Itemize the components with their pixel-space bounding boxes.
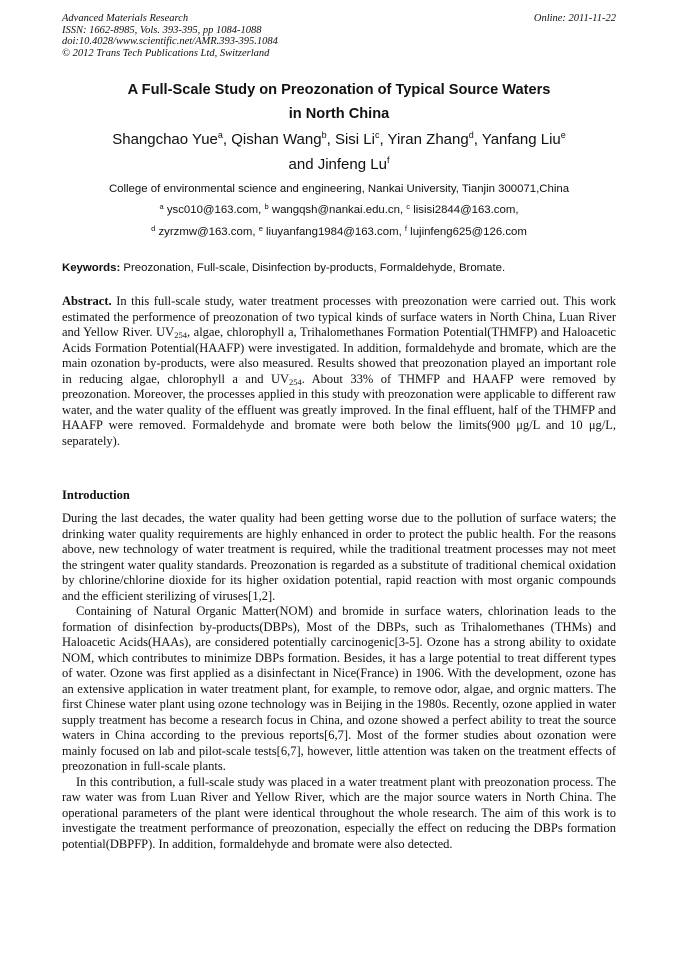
paper-title-line-1: A Full-Scale Study on Preozonation of Typical Source Waters xyxy=(127,82,551,98)
author-mark: e xyxy=(560,130,566,140)
keywords-text: Preozonation, Full-scale, Disinfection by-products, Formaldehyde, Bromate. xyxy=(123,262,506,274)
author-name: Shangchao Yue xyxy=(112,131,218,148)
keywords-label: Keywords: xyxy=(62,262,121,274)
author-name: Qishan Wang xyxy=(231,131,322,148)
copyright-line: © 2012 Trans Tech Publications Ltd, Switzerland xyxy=(62,47,270,59)
author-mark: c xyxy=(374,130,380,140)
author-mark: f xyxy=(386,155,390,165)
author-name: Sisi Li xyxy=(334,131,375,148)
author-emails-line-2: $^d$ zyrzmw@163.com, $^e$ liuyanfang1984@163.com, $^f$ lujinfeng625@126.com xyxy=(151,224,527,238)
email: liuyanfang1984@163.com xyxy=(266,226,399,238)
email: lisisi2844@163.com xyxy=(413,204,516,216)
affiliation: College of environmental science and engineering, Nankai University, Tianjin 300071,China xyxy=(108,183,570,195)
paragraph: In this contribution, a full-scale study was placed in a water treatment plant with preozonation process. The raw water was from Luan River and Yellow River, which are the major source waters in North China. The operational parameters of the plant were identical throughout the whole research. The aim of this work is to investigate the treatment performance of preozonation, especially the effect on reducing the DBPs formation potential(DBPFP). In addition, formaldehyde and bromate were also detected. xyxy=(62,774,616,851)
email: ysc010@163.com xyxy=(166,204,259,216)
journal-header xyxy=(62,13,616,59)
journal-name: Advanced Materials Research xyxy=(62,13,189,24)
author-name: Yiran Zhang xyxy=(387,131,469,148)
paper-title-line-2: in North China xyxy=(288,106,390,122)
author-name: Jinfeng Lu xyxy=(317,156,387,173)
section-heading-introduction: Introduction xyxy=(62,488,130,502)
author-name: Yanfang Liu xyxy=(481,131,561,148)
author-mark: b xyxy=(321,130,327,140)
abstract-label: Abstract. xyxy=(62,294,112,308)
abstract: Abstract. In this full-scale study, water treatment processes with preozonation were carried out. This work estimated the performence of preozonation of two typical kinds of surface waters in North China, Luan River and Yellow River. $UV_{254}$, algae, chlorophyll a, Trihalomethanes Formation Potential(THMFP) and Haloacetic Acids Formation Potential(HAAFP) were investigated. In addition, formaldehyde and bromate, which are the main ozonation by-products, were also measured. Results showed that preozonation played an important role in reducing algae, chlorophyll a and $UV_{254}$. About 33% of THMFP and HAAFP were removed by preozonation. Moreover, the processes applied in this study with preozonation were applicable to different raw water, and the water quality of the effluent was greatly improved. In the final effluent, half of the THMFP and HAAFP were removed. Formaldehyde and bromate were both below the limits(900 μg/L and 10 μg/L, separately). xyxy=(62,294,616,448)
doi-line: doi:10.4028/www.scientific.net/AMR.393-395.1084 xyxy=(62,36,278,47)
author-mark: a xyxy=(217,130,223,140)
paragraph: During the last decades, the water quality had been getting worse due to the pollution of surface waters; the drinking water quality requirements are highly enhanced in order to protect the public health. For the reasons above, new technology of water treatment is required, while the traditional treatment processes may not meet the stringent water quality standards. Preozonation is regarded as a substitute of traditional chemical oxidation by chlorine/chlorine dioxide for its higher oxidation potential, rapid reaction with most organic compounds and the efficient sterilizing of viruses[1,2]. xyxy=(62,511,616,603)
email: zyrzmw@163.com xyxy=(158,226,253,238)
email: lujinfeng625@126.com xyxy=(410,226,527,238)
online-date: Online: 2011-11-22 xyxy=(533,13,616,24)
author-list-line-2: and Jinfeng Lu$^f$ xyxy=(288,155,390,173)
author-mark: d xyxy=(468,130,474,140)
author-emails-line-1: $^a$ ysc010@163.com, $^b$ wangqsh@nankai.edu.cn, $^c$ lisisi2844@163.com, xyxy=(159,202,519,216)
issn-line: ISSN: 1662-8985, Vols. 393-395, pp 1084-1088 xyxy=(62,24,262,36)
introduction-body xyxy=(62,511,616,852)
paragraph: Containing of Natural Organic Matter(NOM) and bromide in surface waters, chlorination leads to the formation of disinfection by-products(DBPs), Most of the DBPs, such as Trihalomethanes (THMs) and Haloacetic Acids(HAAs), are considered potentially carcinogenic[3-5]. Ozone has a strong ability to oxidate NOM, which contributes to minimize DBPs formation. Besides, it has a large potential to treat different types of water. Ozone was first applied as a disinfectant in Nice(France) in 1906. With the development, ozone has an extensive application in water treatment plant, for example, to remove odor, algae, and orgnic matters. The first Chinese water plant using ozone technology was in Beijing in the 1980s. Recently, ozone applied in water supply treatment has become a research focus in China, and ozone showed a perfect ability to treat the source waters in China according to the previous reports[6,7]. Most of the former studies about ozonation were mainly focused on lab and pilot-scale tests[6,7], however, little attention was taken on the treatment effects of preozonation in full-scale plants. xyxy=(62,604,616,773)
email: wangqsh@nankai.edu.cn xyxy=(271,204,400,216)
author-list: Shangchao Yue$^a$, Qishan Wang$^b$, Sisi Li$^c$, Yiran Zhang$^d$, Yanfang Liu$^e$ xyxy=(112,130,566,148)
keywords xyxy=(62,261,616,275)
